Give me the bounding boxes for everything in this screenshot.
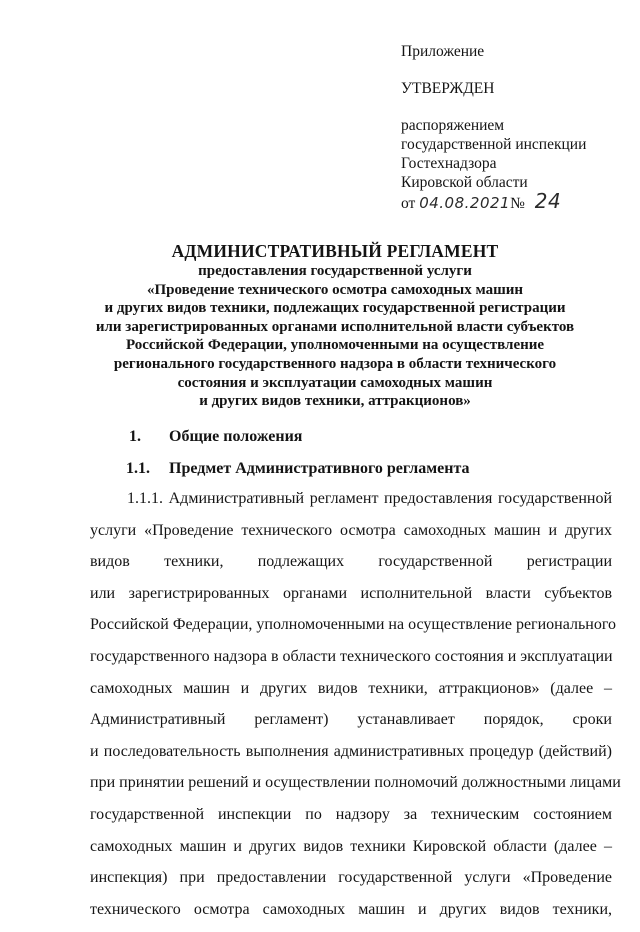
approval-date-line [401,189,586,213]
approval-block [401,42,586,213]
approval-region-line: Кировской области [401,174,528,191]
paragraph-line: или зарегистрированных органами исполнительной власти субъектов [90,584,612,602]
title-line: предоставления государственной услуги [198,263,472,279]
title-main: АДМИНИСТРАТИВНЫЙ РЕГЛАМЕНТ [171,241,499,261]
regulation-title [70,240,600,411]
title-line: «Проведение технического осмотра самоходных машин [146,281,524,298]
paragraph-line: государственной инспекции по надзору за техническим состоянием [90,805,612,823]
paragraph-line: видов техники, подлежащих государственной регистрации [90,553,612,571]
approved-label: УТВЕРЖДЕН [401,80,495,97]
paragraph-line: услуги «Проведение технического осмотра самоходных машин и других [90,521,612,539]
section-number: 1.1. [126,460,150,477]
approval-agency-line: Гостехнадзора [401,155,497,172]
title-line: регионального государственного надзора в области технического [113,355,557,372]
number-sign: № [510,195,525,212]
paragraph-line: при принятии решений и осуществлении полномочий должностными лицами [90,774,621,792]
paragraph-line: технического осмотра самоходных машин и других видов техники, [90,900,612,918]
appendix-label: Приложение [401,43,485,60]
paragraph-line: самоходных машин и других видов техники, аттракционов» (далее – [90,679,612,697]
title-line: или зарегистрированных органами исполнительной власти субъектов [95,318,575,335]
approval-authority-line: государственной инспекции [401,136,587,153]
paragraph-1-1-1 [90,490,621,932]
section-number: 1. [129,428,141,445]
title-line: состояния и эксплуатации самоходных машин [177,374,493,391]
title-line: и других видов техники, подлежащих государственной регистрации [104,300,566,317]
paragraph-line: самоходных машин и других видов техники Кировской области (далее – [90,837,612,855]
title-line: Российской Федерации, уполномоченными на осуществление [125,337,545,354]
paragraph-line: Административный регламент) устанавливает порядок, сроки [90,711,612,729]
paragraph-line: Российской Федерации, уполномоченными на осуществление регионального [90,616,616,634]
date-prefix: от [401,195,416,212]
paragraph-line: государственного надзора в области технического состояния и эксплуатации [90,647,613,665]
paragraph-line: и последовательность выполнения административных процедур (действий) [90,742,612,760]
paragraph-line: инспекция) при предоставлении государственной услуги «Проведение [90,869,612,887]
section-title: Предмет Административного регламента [169,460,470,477]
handwritten-date: 04.08.2021 [419,194,511,212]
section-title: Общие положения [169,428,303,445]
paragraph-line: 1.1.1. Административный регламент предоставления государственной [127,490,612,507]
title-line: и других видов техники, аттракционов» [199,393,471,410]
handwritten-number: 24 [534,189,562,213]
approval-order-line: распоряжением [401,117,505,134]
